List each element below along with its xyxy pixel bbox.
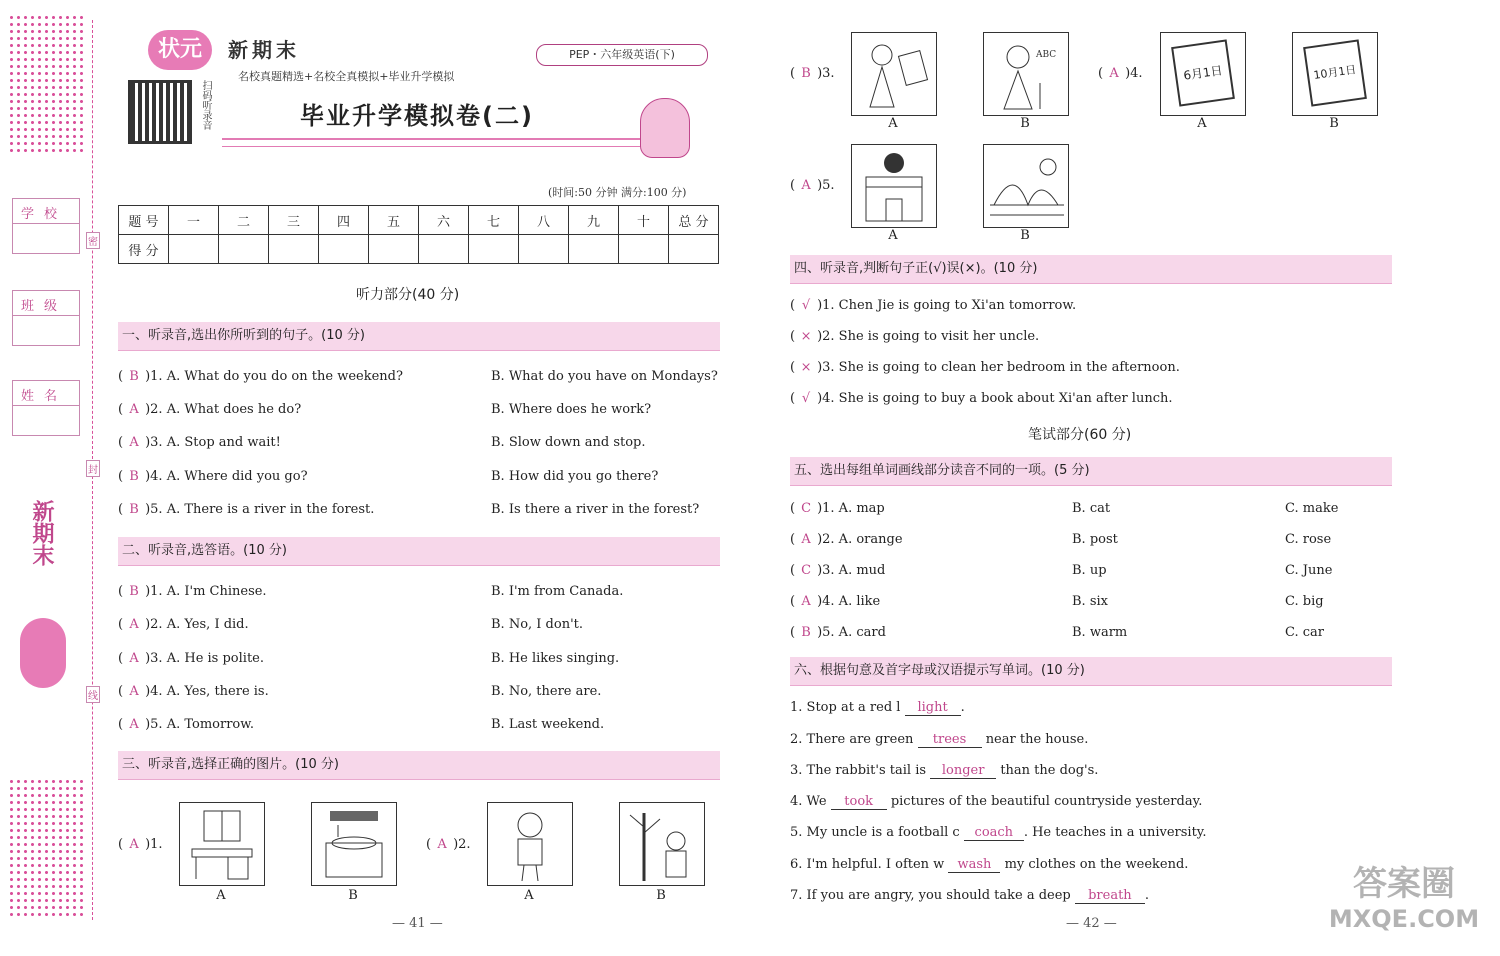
s5-answer[interactable]: A: [801, 532, 811, 547]
cold-girl-picture-icon[interactable]: [619, 802, 705, 886]
s4-answer[interactable]: √: [801, 298, 811, 313]
s6-prefix: 7. If you are angry, you should take a deep: [790, 888, 1071, 903]
picture-label: A: [888, 116, 898, 131]
s2-q4-b: B. No, there are.: [491, 684, 602, 699]
s6-prefix: 6. I'm helpful. I often w: [790, 857, 945, 872]
s6-suffix: .: [960, 700, 965, 715]
s2-answer[interactable]: A: [129, 684, 139, 699]
s6-prefix: 5. My uncle is a football c: [790, 825, 960, 840]
section4-title: 四、听录音,判断句子正(√)误(×)。(10 分): [790, 255, 1392, 284]
singer-icon: [984, 33, 1068, 115]
s2-option-a: A. I'm Chinese.: [166, 584, 267, 599]
s6-suffix: .: [1144, 888, 1150, 903]
seal-mark-2: 封: [86, 460, 100, 477]
score-header-cell: 九: [569, 206, 619, 235]
singing-girl-picture-icon[interactable]: [983, 32, 1069, 116]
score-cell[interactable]: [569, 235, 619, 264]
s5-q5-c: C. car: [1285, 625, 1324, 640]
s6-prefix: 1. Stop at a red l: [790, 700, 901, 715]
s2-answer[interactable]: B: [129, 584, 139, 599]
s1-q5: ( B )5. A. There is a river in the forest.: [118, 502, 375, 517]
picture-label: B: [1329, 116, 1339, 131]
s3-num: )5.: [817, 178, 835, 193]
s5-q2-c: C. rose: [1285, 532, 1332, 547]
s1-q2-b: B. Where does he work?: [491, 402, 652, 417]
watermark-line1: 答案圈: [1353, 864, 1455, 904]
s1-q4-b: B. How did you go there?: [491, 469, 659, 484]
s5-q5: ( B )5. A. card: [790, 625, 886, 640]
s5-answer[interactable]: C: [801, 563, 812, 578]
score-header-cell: 八: [519, 206, 569, 235]
listening-heading: 听力部分(40 分): [356, 287, 460, 303]
score-header-cell: 七: [469, 206, 519, 235]
landmark-icon: [984, 145, 1068, 227]
vertical-brand: 新期末: [29, 500, 54, 566]
desk-icon: [180, 803, 264, 885]
score-cell[interactable]: [519, 235, 569, 264]
s2-num: )4.: [145, 684, 163, 699]
picture-label: A: [1197, 116, 1207, 131]
watermark-line2: MXQE.COM: [1328, 905, 1480, 933]
s5-answer[interactable]: A: [801, 594, 811, 609]
s3-answer[interactable]: B: [801, 66, 811, 81]
s1-option-a: A. Stop and wait!: [166, 435, 281, 450]
calendar-june-picture-icon[interactable]: [1160, 32, 1246, 116]
school-field[interactable]: [12, 198, 80, 254]
s6-answer-blank[interactable]: light: [905, 700, 961, 716]
s3-q1: ( A )1.: [118, 837, 163, 852]
s2-num: )5.: [145, 717, 163, 732]
page-number-right: — 42 —: [1066, 916, 1117, 931]
s2-q5: ( A )5. A. Tomorrow.: [118, 717, 254, 732]
qr-code[interactable]: [128, 80, 192, 144]
s6-q1: [790, 700, 965, 716]
section3-title: 三、听录音,选择正确的图片。(10 分): [118, 751, 720, 780]
picture-label: B: [1020, 116, 1030, 131]
s3-q4: ( A )4.: [1098, 66, 1143, 81]
s6-prefix: 3. The rabbit's tail is: [790, 763, 927, 778]
calendar-date: 10月1日: [1312, 63, 1358, 82]
score-header-cell: 总 分: [669, 206, 719, 235]
s6-answer-blank[interactable]: coach: [964, 825, 1024, 841]
s4-text: )3. She is going to clean her bedroom in the afternoon.: [817, 360, 1180, 375]
s5-option-a: )4. A. like: [817, 594, 881, 609]
s1-q5-b: B. Is there a river in the forest?: [491, 502, 700, 517]
s4-answer[interactable]: √: [801, 391, 811, 406]
s2-q1-b: B. I'm from Canada.: [491, 584, 624, 599]
s4-text: )2. She is going to visit her uncle.: [817, 329, 1040, 344]
s2-q4: ( A )4. A. Yes, there is.: [118, 684, 269, 699]
seal-mark-1: 密: [86, 232, 100, 249]
s4-q2: ( × )2. She is going to visit her uncle.: [790, 329, 1040, 344]
s3-q5: ( A )5.: [790, 178, 835, 193]
score-header-cell: 十: [619, 206, 669, 235]
score-cell[interactable]: [219, 235, 269, 264]
kitchen-icon: [312, 803, 396, 885]
s1-option-a: A. There is a river in the forest.: [166, 502, 375, 517]
boy-icon: [488, 803, 572, 885]
picture-label: B: [348, 888, 358, 903]
brand-logo-icon: [148, 30, 212, 70]
s1-q2: ( A )2. A. What does he do?: [118, 402, 302, 417]
s1-num: )2.: [145, 402, 163, 417]
s5-q4-c: C. big: [1285, 594, 1324, 609]
s5-answer[interactable]: B: [801, 625, 811, 640]
s3-answer[interactable]: A: [801, 178, 811, 193]
mascot-icon: [640, 98, 690, 158]
score-header-cell: 五: [369, 206, 419, 235]
s1-q3-b: B. Slow down and stop.: [491, 435, 646, 450]
s6-suffix: near the house.: [985, 732, 1089, 747]
score-cell[interactable]: [669, 235, 719, 264]
s5-option-a: )1. A. map: [817, 501, 885, 516]
section6-title: 六、根据句意及首字母或汉语提示写单词。(10 分): [790, 657, 1392, 686]
calendar-date: 6月1日: [1182, 63, 1224, 83]
s1-answer[interactable]: B: [129, 469, 139, 484]
picture-label: A: [888, 228, 898, 243]
section1-title: 一、听录音,选出你所听到的句子。(10 分): [118, 322, 720, 351]
s6-prefix: 4. We: [790, 794, 827, 809]
s4-q3: ( × )3. She is going to clean her bedroom in the afternoon.: [790, 360, 1180, 375]
cinema-picture-icon[interactable]: [851, 144, 937, 228]
s5-q5-b: B. warm: [1072, 625, 1128, 640]
scan-text: 扫码听录音: [200, 80, 211, 130]
stove-picture-icon[interactable]: [311, 802, 397, 886]
painting-girl-picture-icon[interactable]: [851, 32, 937, 116]
vertical-logo-icon: [20, 618, 66, 688]
s5-option-a: )2. A. orange: [817, 532, 903, 547]
sick-boy-picture-icon[interactable]: [487, 802, 573, 886]
score-cell[interactable]: [319, 235, 369, 264]
s2-q2-b: B. No, I don't.: [491, 617, 584, 632]
score-cell[interactable]: [469, 235, 519, 264]
s6-suffix: than the dog's.: [1000, 763, 1099, 778]
score-cell[interactable]: [419, 235, 469, 264]
writing-heading: 笔试部分(60 分): [1028, 427, 1132, 443]
s5-q3: ( C )3. A. mud: [790, 563, 886, 578]
tree-girl-icon: [620, 803, 704, 885]
time-info: (时间:50 分钟 满分:100 分): [548, 186, 687, 199]
calendar-october-picture-icon[interactable]: [1292, 32, 1378, 116]
s3-q2: ( A )2.: [426, 837, 471, 852]
title-underline: [222, 138, 642, 147]
s2-option-a: A. Yes, I did.: [166, 617, 249, 632]
opera-house-picture-icon[interactable]: [983, 144, 1069, 228]
s1-answer[interactable]: B: [129, 369, 139, 384]
picture-label: B: [656, 888, 666, 903]
edition-text: PEP・六年级英语(下): [569, 48, 675, 61]
score-header-cell: 一: [169, 206, 219, 235]
s5-q1: ( C )1. A. map: [790, 501, 885, 516]
s5-answer[interactable]: C: [801, 501, 812, 516]
s3-num: )1.: [145, 837, 163, 852]
s5-q3-b: B. up: [1072, 563, 1107, 578]
score-cell[interactable]: [369, 235, 419, 264]
s6-answer-blank[interactable]: trees: [918, 732, 982, 748]
s6-answer-blank[interactable]: wash: [948, 857, 1000, 873]
score-cell[interactable]: [619, 235, 669, 264]
s2-q1: ( B )1. A. I'm Chinese.: [118, 584, 267, 599]
s3-answer[interactable]: A: [1109, 66, 1119, 81]
s4-q4: ( √ )4. She is going to buy a book about Xi'an after lunch.: [790, 391, 1173, 406]
s1-num: )3.: [145, 435, 163, 450]
s1-answer[interactable]: A: [129, 435, 139, 450]
s6-q7: [790, 888, 1149, 904]
s1-num: )1.: [145, 369, 163, 384]
s3-q3: ( B )3.: [790, 66, 835, 81]
s6-q3: [790, 763, 1098, 779]
s1-option-a: A. What does he do?: [166, 402, 302, 417]
s6-answer-blank[interactable]: longer: [930, 763, 996, 779]
s1-q3: ( A )3. A. Stop and wait!: [118, 435, 281, 450]
s4-text: )1. Chen Jie is going to Xi'an tomorrow.: [817, 298, 1077, 313]
page-number-left: — 41 —: [392, 916, 443, 931]
s4-answer[interactable]: ×: [800, 360, 812, 375]
s6-suffix: . He teaches in a university.: [1023, 825, 1207, 840]
s3-num: )3.: [817, 66, 835, 81]
bottom-dot-pattern: [8, 778, 84, 918]
s2-answer[interactable]: A: [129, 617, 139, 632]
s6-answer-blank[interactable]: took: [831, 794, 887, 810]
s2-num: )3.: [145, 651, 163, 666]
s2-q2: ( A )2. A. Yes, I did.: [118, 617, 249, 632]
s2-answer[interactable]: A: [129, 717, 139, 732]
s1-option-a: A. What do you do on the weekend?: [166, 369, 403, 384]
s3-num: )4.: [1125, 66, 1143, 81]
s6-answer-blank[interactable]: breath: [1075, 888, 1145, 904]
seal-mark-3: 线: [86, 686, 100, 703]
s6-q6: [790, 857, 1188, 873]
name-field[interactable]: [12, 380, 80, 436]
score-header-cell: 四: [319, 206, 369, 235]
s1-answer[interactable]: A: [129, 402, 139, 417]
score-row-label: 得 分: [119, 235, 169, 264]
name-label: 姓名: [21, 389, 68, 404]
s4-text: )4. She is going to buy a book about Xi'an after lunch.: [817, 391, 1173, 406]
s1-num: )4.: [145, 469, 163, 484]
s3-answer[interactable]: A: [129, 837, 139, 852]
tagline: 名校真题精选+名校全真模拟+毕业升学模拟: [238, 70, 455, 83]
picture-label: A: [524, 888, 534, 903]
class-field[interactable]: [12, 290, 80, 346]
class-label: 班级: [21, 299, 68, 314]
section5-title: 五、选出每组单词画线部分读音不同的一项。(5 分): [790, 457, 1392, 486]
s6-q4: [790, 794, 1202, 810]
edition-badge: [536, 44, 708, 66]
s2-answer[interactable]: A: [129, 651, 139, 666]
painter-icon: [852, 33, 936, 115]
cinema-icon: [852, 145, 936, 227]
s5-q2: ( A )2. A. orange: [790, 532, 903, 547]
desk-picture-icon[interactable]: [179, 802, 265, 886]
top-dot-pattern: [8, 14, 84, 154]
score-header-cell: 题 号: [119, 206, 169, 235]
score-header-cell: 三: [269, 206, 319, 235]
s6-q2: [790, 732, 1088, 748]
s5-q3-c: C. June: [1285, 563, 1333, 578]
s6-suffix: my clothes on the weekend.: [1004, 857, 1189, 872]
watermark-logo: [1316, 864, 1492, 934]
s1-num: )5.: [145, 502, 163, 517]
s5-option-a: )5. A. card: [817, 625, 886, 640]
s2-option-a: A. Yes, there is.: [166, 684, 269, 699]
s4-answer[interactable]: ×: [800, 329, 812, 344]
s5-q4: ( A )4. A. like: [790, 594, 881, 609]
section2-title: 二、听录音,选答语。(10 分): [118, 537, 720, 566]
s2-q3: ( A )3. A. He is polite.: [118, 651, 264, 666]
svg-text:ABC: ABC: [1036, 50, 1057, 60]
s5-q1-c: C. make: [1285, 501, 1339, 516]
calendar-icon: [1303, 39, 1367, 106]
score-cell[interactable]: [169, 235, 219, 264]
score-row-header: [119, 206, 719, 235]
s6-q5: [790, 825, 1207, 841]
score-header-cell: 六: [419, 206, 469, 235]
s3-num: )2.: [453, 837, 471, 852]
score-header-cell: 二: [219, 206, 269, 235]
s1-q1-b: B. What do you have on Mondays?: [491, 369, 718, 384]
s1-q1: ( B )1. A. What do you do on the weekend?: [118, 369, 403, 384]
logo-text: 状元: [157, 37, 202, 62]
s4-q1: ( √ )1. Chen Jie is going to Xi'an tomorrow.: [790, 298, 1077, 313]
s5-q1-b: B. cat: [1072, 501, 1111, 516]
score-table: [118, 205, 719, 264]
s2-q3-b: B. He likes singing.: [491, 651, 620, 666]
s1-option-a: A. Where did you go?: [166, 469, 308, 484]
exam-title: 毕业升学模拟卷(二): [300, 102, 534, 130]
s3-answer[interactable]: A: [437, 837, 447, 852]
s5-option-a: )3. A. mud: [817, 563, 886, 578]
s2-num: )1.: [145, 584, 163, 599]
s6-suffix: pictures of the beautiful countryside yesterday.: [890, 794, 1203, 809]
s2-num: )2.: [145, 617, 163, 632]
s5-q2-b: B. post: [1072, 532, 1118, 547]
score-row-values: [119, 235, 719, 264]
s1-q4: ( B )4. A. Where did you go?: [118, 469, 308, 484]
picture-label: A: [216, 888, 226, 903]
school-label: 学校: [21, 207, 68, 222]
picture-label: B: [1020, 228, 1030, 243]
score-cell[interactable]: [269, 235, 319, 264]
s2-option-a: A. He is polite.: [166, 651, 264, 666]
s2-q5-b: B. Last weekend.: [491, 717, 605, 732]
s5-q4-b: B. six: [1072, 594, 1108, 609]
calendar-icon: [1171, 39, 1235, 106]
s6-prefix: 2. There are green: [790, 732, 914, 747]
series-title: 新期末: [228, 38, 300, 62]
s2-option-a: A. Tomorrow.: [166, 717, 254, 732]
s1-answer[interactable]: B: [129, 502, 139, 517]
